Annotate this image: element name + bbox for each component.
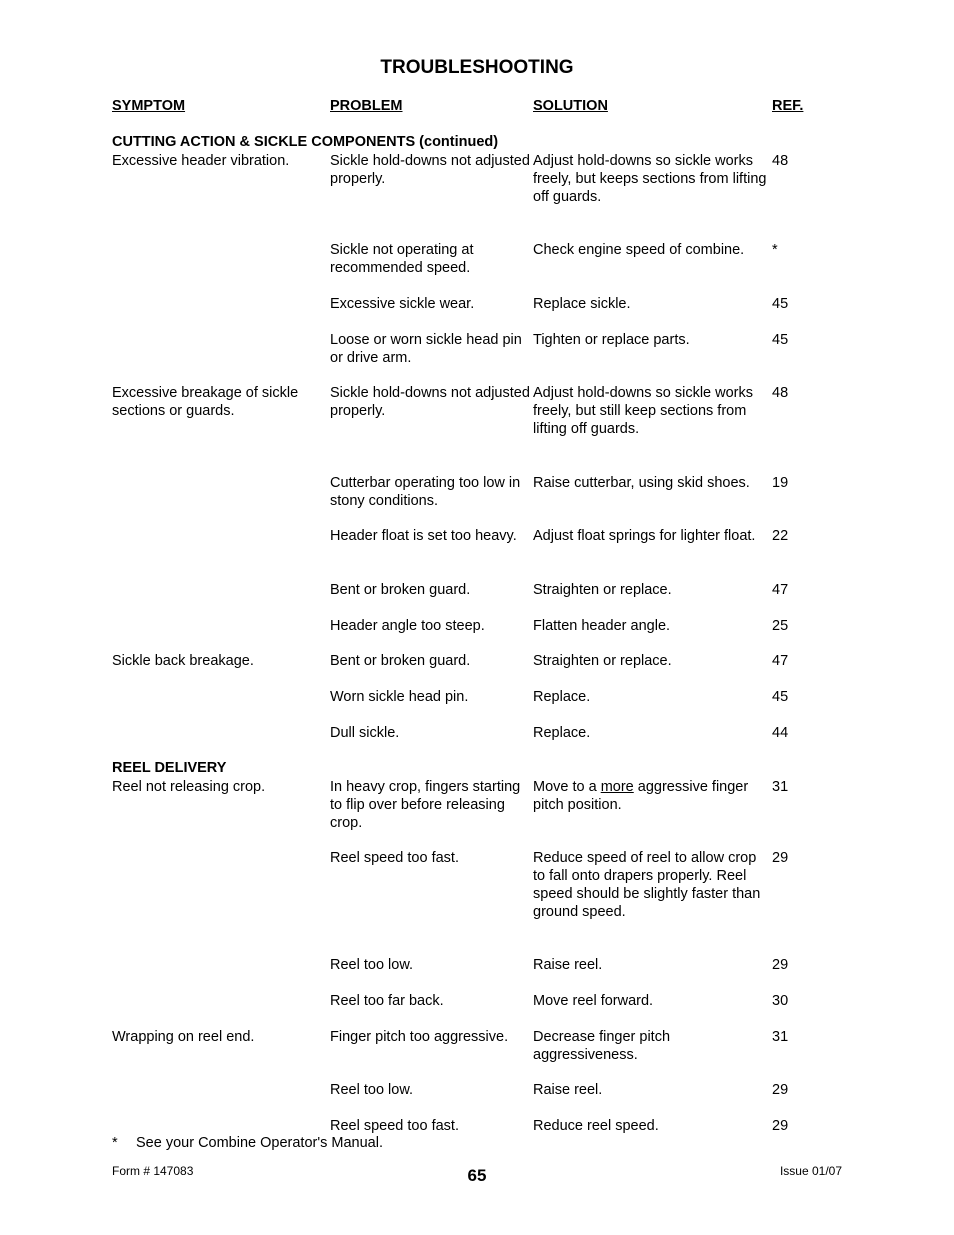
problem-cell: Finger pitch too aggressive. <box>330 1029 509 1045</box>
ref-cell: 31 <box>772 779 789 795</box>
ref-cell: 29 <box>772 850 789 866</box>
symptom-cell: Excessive breakage of sickle sections or guards. <box>112 385 299 419</box>
solution-cell: Straighten or replace. <box>533 582 672 598</box>
problem-cell: Cutterbar operating too low in stony conditions. <box>330 475 521 509</box>
ref-cell: 31 <box>772 1029 789 1045</box>
problem-cell: Bent or broken guard. <box>330 653 471 669</box>
problem-cell: Reel too low. <box>330 957 414 973</box>
problem-cell: Reel too far back. <box>330 993 444 1009</box>
problem-cell: Worn sickle head pin. <box>330 689 469 705</box>
ref-cell: 47 <box>772 653 789 669</box>
solution-cell: Reduce reel speed. <box>533 1118 659 1134</box>
form-number: Form # 147083 <box>112 1164 194 1178</box>
ref-cell: 44 <box>772 725 789 741</box>
ref-cell: 25 <box>772 618 789 634</box>
ref-cell: 48 <box>772 385 789 401</box>
ref-cell: 29 <box>772 1082 789 1098</box>
ref-cell: * <box>772 242 778 258</box>
problem-cell: Bent or broken guard. <box>330 582 471 598</box>
footnote-text: See your Combine Operator's Manual. <box>136 1135 383 1151</box>
footnote <box>112 1135 383 1151</box>
solution-cell: Raise reel. <box>533 957 603 973</box>
solution-cell: Replace. <box>533 725 591 741</box>
ref-cell: 47 <box>772 582 789 598</box>
problem-cell: Sickle not operating at recommended speed. <box>330 242 474 276</box>
solution-cell: Decrease finger pitch aggressiveness. <box>533 1029 671 1063</box>
solution-cell: Adjust hold-downs so sickle works freely, but still keep sections from lifting off guards. <box>533 385 754 437</box>
problem-cell: Sickle hold-downs not adjusted properly. <box>330 385 530 419</box>
solution-cell: Replace sickle. <box>533 296 631 312</box>
problem-cell: Reel speed too fast. <box>330 1118 459 1134</box>
issue-date: Issue 01/07 <box>779 1164 842 1178</box>
page-title: TROUBLESHOOTING <box>380 57 574 78</box>
symptom-cell: Excessive header vibration. <box>112 153 290 169</box>
ref-cell: 29 <box>772 957 789 973</box>
problem-cell: Loose or worn sickle head pin or drive arm. <box>330 332 522 366</box>
problem-cell: Dull sickle. <box>330 725 400 741</box>
problem-cell: Header angle too steep. <box>330 618 485 634</box>
symptom-cell: Sickle back breakage. <box>112 653 254 669</box>
footnote-marker: * <box>112 1135 118 1151</box>
ref-cell: 45 <box>772 296 789 312</box>
problem-cell: In heavy crop, fingers starting to flip over before releasing crop. <box>330 779 521 831</box>
solution-cell <box>533 778 768 814</box>
column-header-ref: REF. <box>772 98 804 114</box>
problem-cell: Header float is set too heavy. <box>330 528 517 544</box>
solution-cell: Tighten or replace parts. <box>533 332 690 348</box>
solution-cell: Flatten header angle. <box>533 618 671 634</box>
solution-cell: Straighten or replace. <box>533 653 672 669</box>
section-heading-reel-delivery: REEL DELIVERY <box>112 760 227 776</box>
ref-cell: 30 <box>772 993 789 1009</box>
symptom-cell: Wrapping on reel end. <box>112 1029 255 1045</box>
column-header-problem: PROBLEM <box>330 98 403 114</box>
solution-cell: Replace. <box>533 689 591 705</box>
ref-cell: 45 <box>772 332 789 348</box>
symptom-cell: Reel not releasing crop. <box>112 779 266 795</box>
solution-cell: Adjust hold-downs so sickle works freely, but keeps sections from lifting off guards. <box>533 153 767 205</box>
ref-cell: 29 <box>772 1118 789 1134</box>
solution-cell: Reduce speed of reel to allow crop to fall onto drapers properly. Reel speed should be slightly faster than ground speed. <box>533 850 761 920</box>
solution-cell: Raise reel. <box>533 1082 603 1098</box>
column-header-symptom: SYMPTOM <box>112 98 186 114</box>
section-heading-cutting-action: CUTTING ACTION & SICKLE COMPONENTS (continued) <box>112 134 499 150</box>
solution-emphasis: more <box>600 779 634 795</box>
problem-cell: Reel too low. <box>330 1082 414 1098</box>
problem-cell: Excessive sickle wear. <box>330 296 475 312</box>
solution-text: Move to a <box>533 779 601 795</box>
ref-cell: 19 <box>772 475 789 491</box>
ref-cell: 48 <box>772 153 789 169</box>
solution-cell: Adjust float springs for lighter float. <box>533 528 756 544</box>
solution-cell: Raise cutterbar, using skid shoes. <box>533 475 750 491</box>
solution-text: aggressive finger pitch position. <box>533 779 749 813</box>
page-number: 65 <box>467 1166 487 1185</box>
ref-cell: 45 <box>772 689 789 705</box>
ref-cell: 22 <box>772 528 789 544</box>
problem-cell: Reel speed too fast. <box>330 850 459 866</box>
solution-cell: Check engine speed of combine. <box>533 242 745 258</box>
column-header-solution: SOLUTION <box>533 98 608 114</box>
solution-cell: Move reel forward. <box>533 993 654 1009</box>
problem-cell: Sickle hold-downs not adjusted properly. <box>330 153 530 187</box>
